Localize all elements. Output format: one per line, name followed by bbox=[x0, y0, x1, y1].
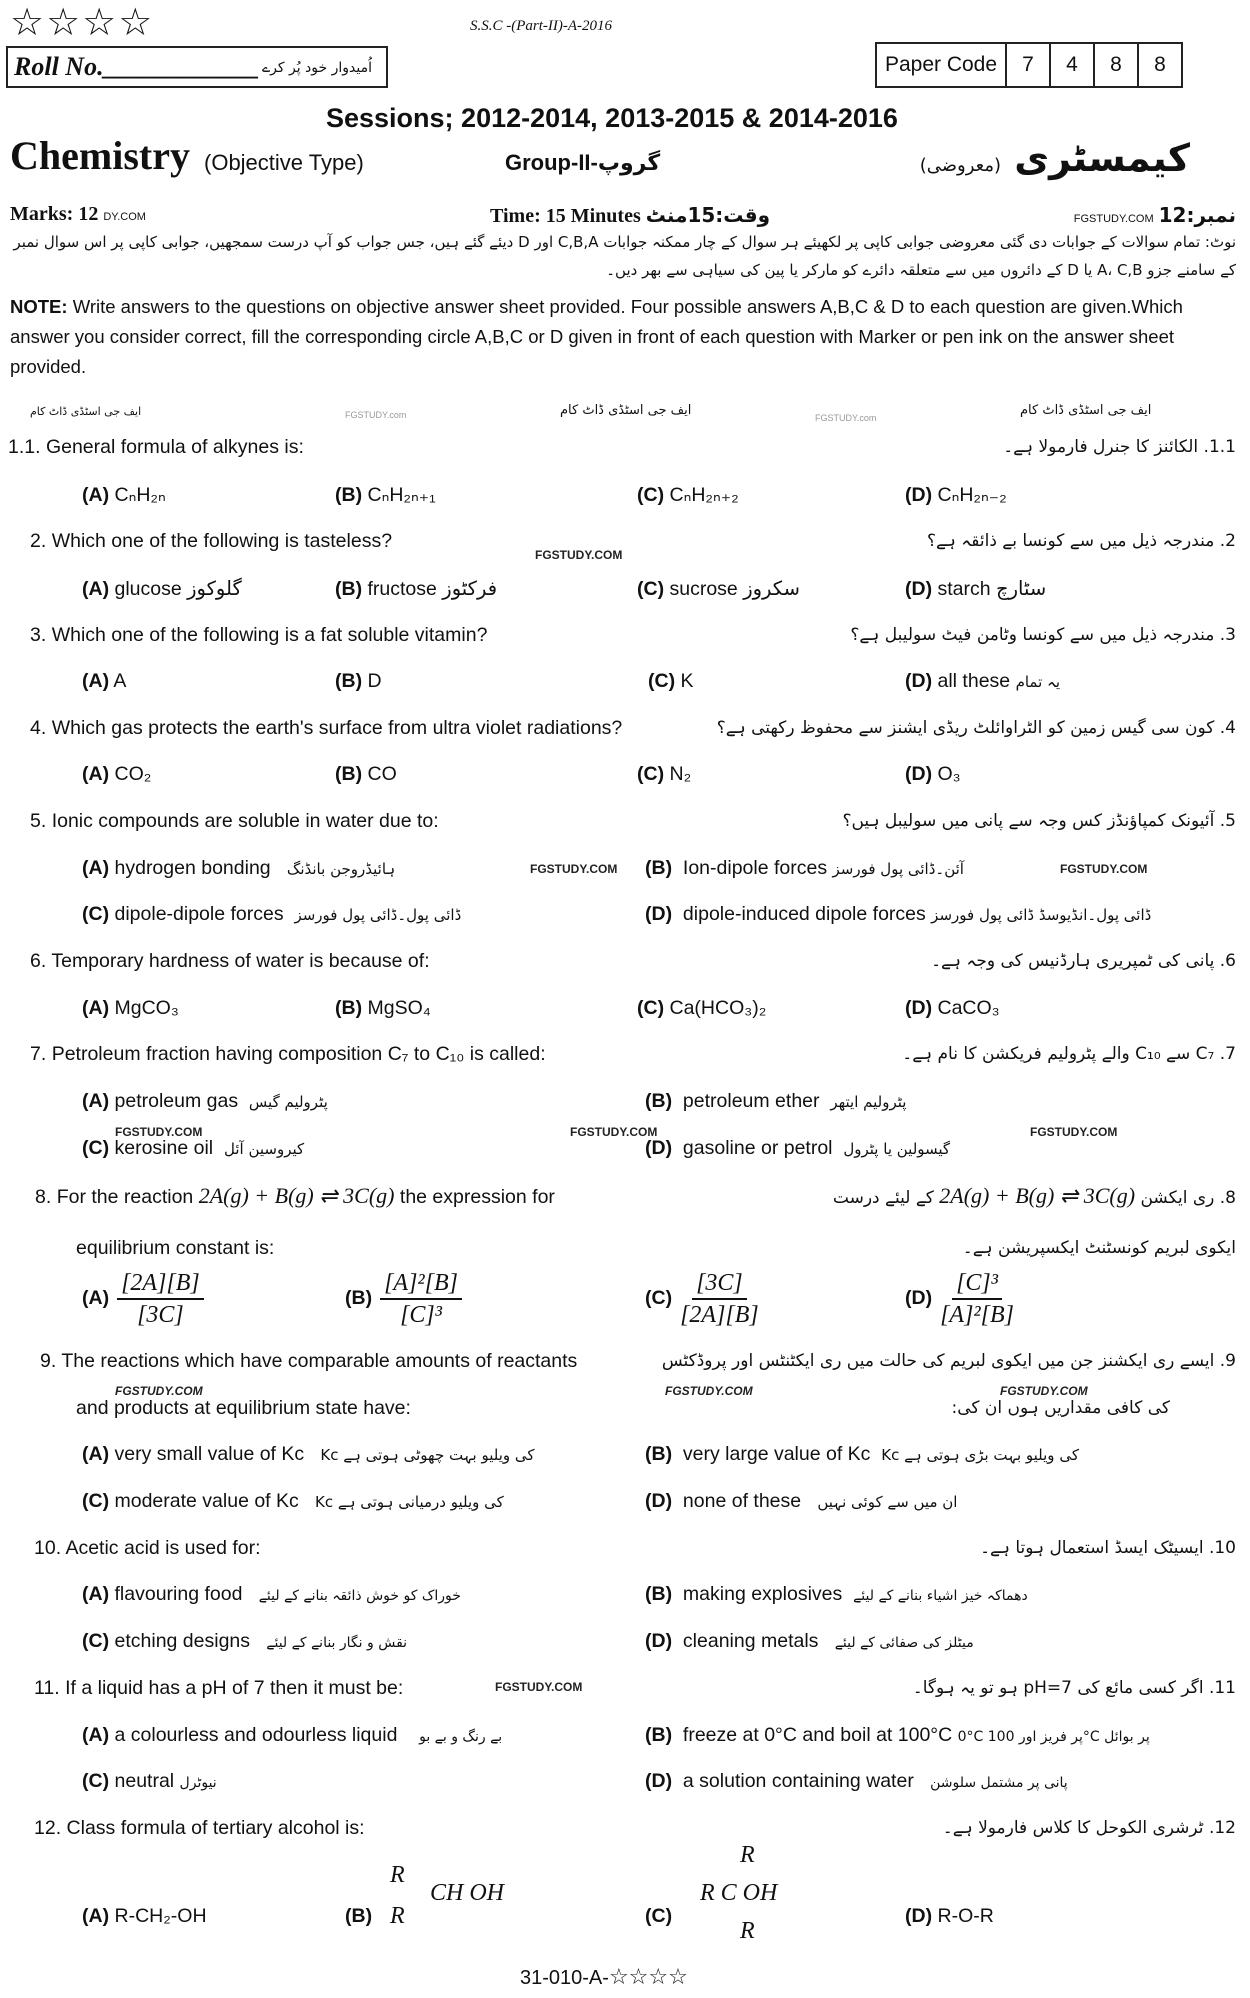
paper-code-digit: 4 bbox=[1051, 44, 1095, 86]
question-2-urdu: 2. مندرجہ ذیل میں سے کونسا بے ذائقہ ہے؟ bbox=[926, 531, 1236, 551]
reaction-equation: 2A(g) + B(g) ⇌ 3C(g) bbox=[198, 1183, 395, 1208]
question-7-urdu: 7. C₇ سے C₁₀ والے پٹرولیم فریکشن کا نام ہے۔ bbox=[902, 1044, 1236, 1064]
question-8-urdu-continued: ایکوی لبریم کونسٹنٹ ایکسپریشن ہے۔ bbox=[962, 1238, 1236, 1258]
fraction: $\frac{\text{[C]³}}{\text{[A]²[B]}}$ bbox=[940, 1270, 1014, 1328]
option-a[interactable]: (A) petroleum gas پٹرولیم گیس bbox=[82, 1090, 328, 1112]
option-d[interactable]: (D) dipole-induced dipole forces ڈائی پول۔انڈیوسڈ ڈائی پول فورسز bbox=[645, 903, 1152, 925]
option-d[interactable]: (D) CaCO₃ bbox=[905, 997, 1000, 1019]
roll-number-box[interactable] bbox=[6, 46, 388, 88]
option-a[interactable]: (A) very small value of Kc Kc کی ویلیو بہت چھوٹی ہوتی ہے bbox=[82, 1443, 535, 1465]
option-b[interactable]: (B) D bbox=[335, 670, 382, 692]
option-c[interactable]: (C) sucrose سکروز bbox=[637, 577, 800, 600]
structure-r: R bbox=[390, 1903, 405, 1929]
option-c[interactable]: (C) kerosine oil کیروسین آئل bbox=[82, 1137, 305, 1159]
watermark: FGSTUDY.COM bbox=[535, 548, 623, 562]
option-c[interactable]: (C) bbox=[645, 1905, 673, 1927]
structure-r: R bbox=[740, 1842, 755, 1868]
option-c[interactable]: (C) $\frac{[3C]}{[2A][B]}$ bbox=[645, 1270, 759, 1328]
option-c[interactable]: (C) CₙH₂ₙ₊₂ bbox=[637, 484, 739, 506]
question-8: 8. For the reaction 2A(g) + B(g) ⇌ 3C(g) the expression for bbox=[35, 1183, 555, 1208]
structure-group: CH OH bbox=[430, 1880, 505, 1906]
watermark: ایف جی اسٹڈی ڈاٹ کام bbox=[1020, 403, 1152, 418]
structure-r: R bbox=[390, 1862, 405, 1888]
subject-title-urdu: کیمسٹری (معروضی) bbox=[919, 136, 1190, 180]
fraction: $\frac{\text{[A]²[B]}}{\text{[C]³}}$ bbox=[380, 1268, 462, 1330]
roll-number-urdu: اُمیدوار خود پُر کرے bbox=[261, 60, 372, 76]
question-9-urdu-continued: کی کافی مقداریں ہوں ان کی: bbox=[951, 1398, 1170, 1418]
footer-code: 31-010-A-☆☆☆☆ bbox=[520, 1965, 688, 1990]
watermark: FGSTUDY.COM bbox=[495, 1680, 583, 1694]
english-instructions: NOTE: Write answers to the questions on objective answer sheet provided. Four possible answers A,B,C & D to each question are given.Which answer you consider correct, fill the corresponding circle A,B,C or D given in front of each question with Marker or pen ink on the answer sheet provided. bbox=[10, 296, 1183, 377]
option-b[interactable]: (B) freeze at 0°C and boil at 100°C 0°C پر فریز اور 100°C پر بوائل bbox=[645, 1724, 1150, 1746]
option-c[interactable]: (C) etching designs نقش و نگار بنانے کے لیئے bbox=[82, 1630, 408, 1652]
option-d[interactable]: (D) $\frac{\text{[C]³}}{\text{[A]²[B]}}$ bbox=[905, 1270, 1014, 1328]
exam-code: S.S.C -(Part-II)-A-2016 bbox=[470, 18, 613, 34]
watermark: FGSTUDY.COM bbox=[570, 1125, 658, 1139]
question-7: 7. Petroleum fraction having composition C₇ to C₁₀ is called: bbox=[30, 1043, 546, 1065]
marks-label: Marks: 12 DY.COM bbox=[10, 203, 146, 225]
watermark: FGSTUDY.COM bbox=[115, 1125, 203, 1139]
paper-code-table bbox=[875, 42, 1183, 88]
question-3-urdu: 3. مندرجہ ذیل میں سے کونسا وٹامن فیٹ سولیبل ہے؟ bbox=[850, 625, 1236, 645]
option-a[interactable]: (A) flavouring food خوراک کو خوش ذائقہ بنانے کے لیئے bbox=[82, 1583, 461, 1605]
roll-number-label: Roll No.____________ bbox=[14, 52, 260, 81]
option-a[interactable]: (A) CₙH₂ₙ bbox=[82, 484, 166, 506]
question-10-urdu: 10. ایسیٹک ایسڈ استعمال ہوتا ہے۔ bbox=[980, 1538, 1236, 1558]
question-11-urdu: 11. اگر کسی مائع کی pH=7 ہو تو یہ ہوگا۔ bbox=[912, 1678, 1236, 1698]
option-c[interactable]: (C) K bbox=[648, 670, 694, 692]
question-12: 12. Class formula of tertiary alcohol is: bbox=[34, 1817, 365, 1839]
paper-code-digit: 8 bbox=[1154, 53, 1166, 76]
question-10: 10. Acetic acid is used for: bbox=[34, 1537, 261, 1559]
option-b[interactable]: (B) MgSO₄ bbox=[335, 997, 431, 1019]
option-b[interactable]: (B) CO bbox=[335, 763, 397, 785]
watermark: FGSTUDY.COM bbox=[1060, 862, 1148, 876]
watermark: FGSTUDY.COM bbox=[1030, 1125, 1118, 1139]
option-b[interactable]: (B) fructose فرکٹوز bbox=[335, 577, 498, 600]
option-d[interactable]: (D) none of these ان میں سے کوئی نہیں bbox=[645, 1490, 958, 1512]
option-b[interactable]: (B) very large value of Kc Kc کی ویلیو بہت بڑی ہوتی ہے bbox=[645, 1443, 1079, 1465]
option-c[interactable]: (C) neutral نیوٹرل bbox=[82, 1770, 217, 1792]
question-3: 3. Which one of the following is a fat soluble vitamin? bbox=[30, 624, 488, 646]
marks-urdu: FGSTUDY.COM نمبر:12 bbox=[1073, 203, 1236, 227]
question-11: 11. If a liquid has a pH of 7 then it must be: bbox=[34, 1677, 404, 1699]
option-d[interactable]: (D) CₙH₂ₙ₋₂ bbox=[905, 484, 1007, 506]
watermark: FGSTUDY.COM bbox=[530, 862, 618, 876]
header-stars: ☆☆☆☆ bbox=[10, 0, 155, 44]
option-c[interactable]: (C) Ca(HCO₃)₂ bbox=[637, 997, 767, 1019]
paper-code-digit: 7 bbox=[1007, 44, 1051, 86]
option-c[interactable]: (C) dipole-dipole forces ڈائی پول۔ڈائی پول فورسز bbox=[82, 903, 462, 925]
time-label: Time: 15 Minutes وقت:15منٹ bbox=[490, 203, 770, 227]
star-icon: ☆☆☆☆ bbox=[608, 1965, 688, 1990]
option-a[interactable]: (A) glucose گلوکوز bbox=[82, 577, 242, 600]
question-4-urdu: 4. کون سی گیس زمین کو الٹراوائلٹ ریڈی ایشنز سے محفوظ رکھتی ہے؟ bbox=[716, 718, 1236, 738]
question-5-urdu: 5. آئیونک کمپاؤنڈز کس وجہ سے پانی میں سولیبل ہیں؟ bbox=[842, 811, 1236, 831]
option-b[interactable]: (B) making explosives دھماکہ خیز اشیاء بنانے کے لیئے bbox=[645, 1583, 1028, 1605]
watermark: FGSTUDY.COM bbox=[665, 1384, 753, 1398]
option-d[interactable]: (D) all these یہ تمام bbox=[905, 670, 1060, 692]
option-d[interactable]: (D) R-O-R bbox=[905, 1905, 994, 1927]
option-b[interactable]: (B) $\frac{\text{[A]²[B]}}{\text{[C]³}}$ bbox=[345, 1268, 462, 1330]
option-a[interactable]: (A) a colourless and odourless liquid بے رنگ و بے بو bbox=[82, 1724, 503, 1746]
option-d[interactable]: (D) gasoline or petrol گیسولین یا پٹرول bbox=[645, 1137, 951, 1159]
option-a[interactable]: (A) hydrogen bonding ہائیڈروجن بانڈنگ bbox=[82, 857, 396, 879]
question-12-urdu: 12. ٹرشری الکوحل کا کلاس فارمولا ہے۔ bbox=[942, 1818, 1236, 1838]
structure-r: R bbox=[740, 1918, 755, 1944]
option-a[interactable]: (A) MgCO₃ bbox=[82, 997, 179, 1019]
option-c[interactable]: (C) moderate value of Kc Kc کی ویلیو درمیانی ہوتی ہے bbox=[82, 1490, 504, 1512]
group-label: Group-II-گروپ bbox=[505, 150, 661, 176]
question-1: 1.1. General formula of alkynes is: bbox=[8, 436, 304, 458]
option-b[interactable]: (B) petroleum ether پٹرولیم ایتھر bbox=[645, 1090, 907, 1112]
watermark: FGSTUDY.COM bbox=[1000, 1384, 1088, 1398]
option-c[interactable]: (C) N₂ bbox=[637, 763, 692, 785]
option-d[interactable]: (D) starch سٹارچ bbox=[905, 577, 1047, 600]
question-6: 6. Temporary hardness of water is because of: bbox=[30, 950, 430, 972]
question-8-continued: equilibrium constant is: bbox=[76, 1237, 275, 1259]
question-9: 9. The reactions which have comparable amounts of reactants bbox=[40, 1350, 578, 1372]
question-6-urdu: 6. پانی کی ٹمپریری ہارڈنیس کی وجہ ہے۔ bbox=[931, 951, 1236, 971]
question-9-urdu: 9. ایسے ری ایکشنز جن میں ایکوی لبریم کی حالت میں ری ایکٹنٹس اور پروڈکٹس bbox=[661, 1351, 1236, 1371]
option-d[interactable]: (D) O₃ bbox=[905, 763, 961, 785]
fraction: $\frac{[2A][B]}{[3C]}$ bbox=[117, 1268, 204, 1330]
question-5: 5. Ionic compounds are soluble in water due to: bbox=[30, 810, 439, 832]
option-a[interactable]: (A) R-CH₂-OH bbox=[82, 1905, 207, 1927]
subject-title: Chemistry bbox=[10, 133, 190, 178]
structure-group: R C OH bbox=[700, 1880, 778, 1906]
option-a[interactable]: (A) CO₂ bbox=[82, 763, 152, 785]
option-b[interactable]: (B) CₙH₂ₙ₊₁ bbox=[335, 484, 436, 506]
question-8-urdu: 8. ری ایکشن 2A(g) + B(g) ⇌ 3C(g) کے لیئے درست bbox=[832, 1183, 1236, 1208]
paper-code-digit: 8 bbox=[1095, 44, 1139, 86]
urdu-instructions: نوٹ: تمام سوالات کے جوابات دی گئی معروضی جوابی کاپی پر لکھیئے ہر سوال کے چار ممکنہ جوابات C,B,A اور D دیئے گئے ہیں، جس جواب کو آپ درست سمجھیں، جوابی کاپی پر اس سوال نمبر کے سامنے جزو A، C,B یا D کے دائروں میں سے متعلقہ دائرے کو مارکر یا پین کی سیاہی سے بھر دیں۔ bbox=[13, 233, 1236, 279]
question-2: 2. Which one of the following is tasteless? bbox=[30, 530, 393, 552]
watermark: ایف جی اسٹڈی ڈاٹ کام bbox=[30, 405, 142, 418]
watermark: FGSTUDY.com bbox=[345, 410, 407, 420]
option-a[interactable]: (A) $\frac{[2A][B]}{[3C]}$ bbox=[82, 1268, 204, 1330]
question-9-continued: and products at equilibrium state have: bbox=[76, 1397, 411, 1419]
watermark: ایف جی اسٹڈی ڈاٹ کام bbox=[560, 403, 692, 418]
option-b[interactable]: (B) bbox=[345, 1905, 373, 1927]
question-1-urdu: 1.1. الکائنز کا جنرل فارمولا ہے۔ bbox=[1003, 437, 1236, 457]
watermark: FGSTUDY.com bbox=[815, 413, 877, 423]
subject-type: (Objective Type) bbox=[204, 150, 364, 175]
option-b[interactable]: (B) Ion-dipole forces آئن۔ڈائی پول فورسز bbox=[645, 857, 964, 879]
watermark: FGSTUDY.COM bbox=[115, 1384, 203, 1398]
option-d[interactable]: (D) a solution containing water پانی پر مشتمل سلوشن bbox=[645, 1770, 1068, 1792]
option-a[interactable]: (A) A bbox=[82, 670, 127, 692]
fraction: $\frac{[3C]}{[2A][B]}$ bbox=[680, 1270, 759, 1328]
option-d[interactable]: (D) cleaning metals میٹلز کی صفائی کے لیئے bbox=[645, 1630, 974, 1652]
question-4: 4. Which gas protects the earth's surface from ultra violet radiations? bbox=[30, 717, 623, 739]
paper-code-label: Paper Code bbox=[877, 44, 1007, 86]
sessions-heading: Sessions; 2012-2014, 2013-2015 & 2014-2016 bbox=[326, 103, 898, 133]
